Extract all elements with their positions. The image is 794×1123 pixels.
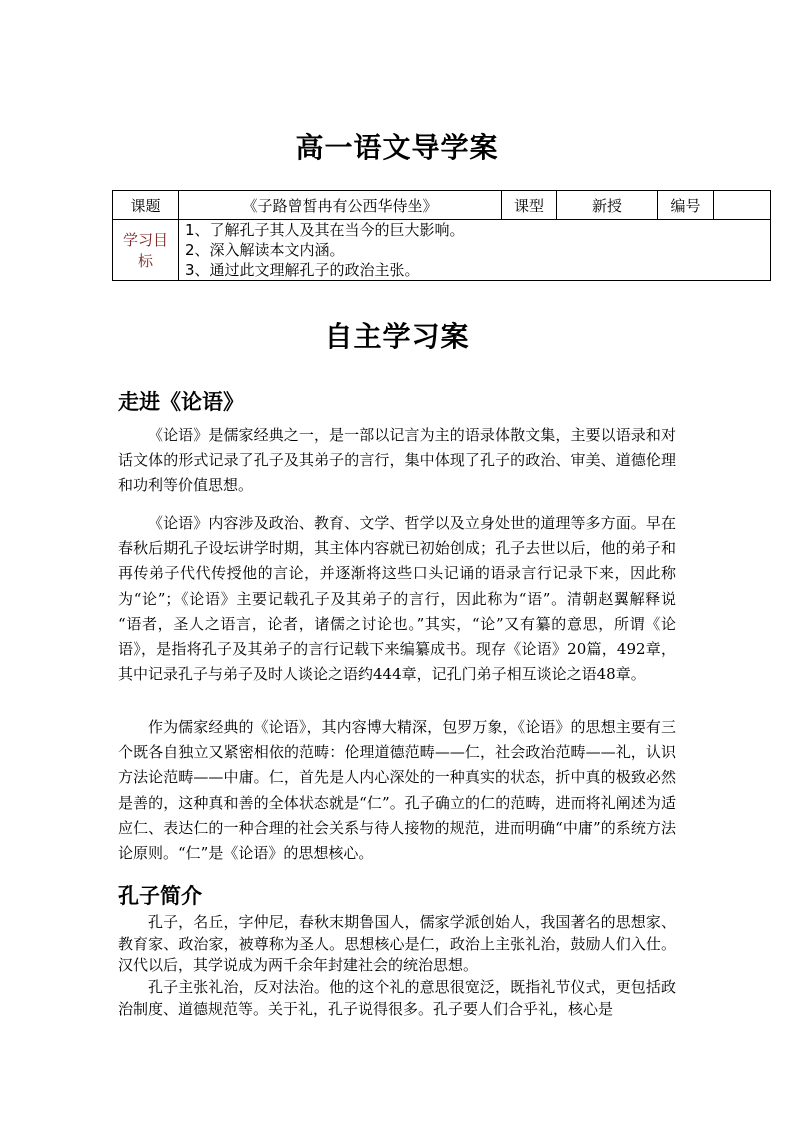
lesson-info-table: [112, 190, 771, 281]
lesson-info-row: [113, 191, 771, 220]
lesson-number-value: [714, 191, 771, 220]
lunyu-paragraph: 《论语》内容涉及政治、教育、文学、哲学以及立身处世的道理等多方面。早在春秋后期孔子设坛讲学时期，其主体内容就已初始创成；孔子去世以后，他的弟子和再传弟子代代传授他的言论，并逐渐将这些口头记诵的语录言行记录下来，因此称为“论”；《论语》主要记载孔子及其弟子的言行，因此称为“语”。清朝赵翼解释说 “语者，圣人之语言，论者，诸儒之讨论也。”其实，“论”又有纂的意思，所谓《论语》，是指将孔子及其弟子的言行记载下来编纂成书。现存《论语》20篇，492章，其中记录孔子与弟子及时人谈论之语约444章，记孔门弟子相互谈论之语48章。: [118, 514, 676, 684]
lesson-type-value: 新授: [557, 191, 658, 220]
learning-goals-row: [113, 220, 771, 281]
learning-goals-label: 学习目标: [113, 220, 179, 281]
kongzi-paragraph: 孔子，名丘，字仲尼，春秋末期鲁国人，儒家学派创始人，我国著名的思想家、教育家、政治家，被尊称为圣人。思想核心是仁，政治上主张礼治，鼓励人们入仕。汉代以后，其学说成为两千余年封建社会的统治思想。: [118, 913, 676, 974]
learning-goal-item: 1、了解孔子其人及其在当今的巨大影响。: [185, 221, 465, 239]
learning-goal-item: 2、深入解读本文内涵。: [185, 241, 345, 259]
lunyu-paragraph: 《论语》是儒家经典之一，是一部以记言为主的语录体散文集，主要以语录和对话文体的形式记录了孔子及其弟子的言行，集中体现了孔子的政治、审美、道德伦理和功利等价值思想。: [118, 426, 676, 495]
learning-goals-list: [179, 220, 771, 281]
lesson-type-label: 课型: [502, 191, 557, 220]
learning-goal-item: 3、通过此文理解孔子的政治主张。: [185, 261, 420, 279]
kongzi-paragraph: 孔子主张礼治，反对法治。他的这个礼的意思很宽泛，既指礼节仪式，更包括政治制度、道德规范等。关于礼，孔子说得很多。孔子要人们合乎礼，核心是: [118, 978, 676, 1018]
lunyu-paragraph: 作为儒家经典的《论语》，其内容博大精深，包罗万象，《论语》的思想主要有三个既各自独立又紧密相依的范畴：伦理道德范畴——仁，社会政治范畴——礼，认识方法论范畴——中庸。仁，首先是人内心深处的一种真实的状态，折中真的极致必然是善的，这种真和善的全体状态就是“仁”。孔子确立的仁的范畴，进而将礼阐述为适应仁、表达仁的一种合理的社会关系与待人接物的规范，进而明确“中庸”的系统方法论原则。“仁”是《论语》的思想核心。: [118, 718, 676, 863]
lesson-title: 《子路曾皙冉有公西华侍坐》: [179, 191, 502, 220]
page-title: 高一语文导学案: [295, 131, 499, 164]
heading-lunyu: 走进《论语》: [118, 389, 244, 414]
heading-kongzi: 孔子简介: [118, 883, 202, 908]
lesson-number-label: 编号: [658, 191, 714, 220]
lesson-label: 课题: [113, 191, 179, 220]
section-title: 自主学习案: [324, 320, 470, 353]
